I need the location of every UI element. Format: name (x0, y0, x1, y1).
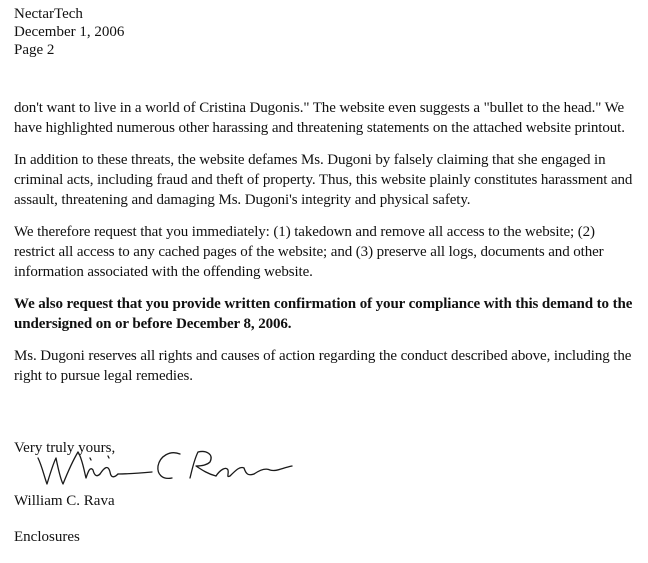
signer-name: William C. Rava (14, 493, 115, 509)
closing-salutation: Very truly yours, (14, 440, 116, 456)
letter-body (14, 98, 636, 398)
paragraph-requests: We therefore request that you immediately: (1) takedown and remove all access to the website; (2) restrict all access to any cached pages of the website; and (3) preserve all logs, documents and other information associated with the offending website. (14, 224, 604, 280)
letter-date: December 1, 2006 (14, 24, 125, 40)
letter-header (14, 5, 124, 59)
company-name: NectarTech (14, 6, 83, 22)
paragraph-reservation-of-rights: Ms. Dugoni reserves all rights and causes of action regarding the conduct described above, including the right to pursue legal remedies. (14, 348, 632, 384)
paragraph-defamation: In addition to these threats, the website defames Ms. Dugoni by falsely claiming that she engaged in criminal acts, including fraud and theft of property. Thus, this website plainly constitutes harassment and assault, threatening and damaging Ms. Dugoni's integrity and physical safety. (14, 152, 633, 208)
enclosures-label: Enclosures (14, 529, 80, 545)
paragraph-threats-quote: don't want to live in a world of Cristina Dugonis." The website even suggests a "bullet to the head." We have highlighted numerous other harassing and threatening statements on the attached website printout. (14, 100, 625, 136)
page-number: Page 2 (14, 42, 55, 58)
signature-icon (30, 444, 300, 494)
paragraph-confirmation-demand: We also request that you provide written confirmation of your compliance with this demand to the undersigned on or before December 8, 2006. (14, 296, 633, 332)
